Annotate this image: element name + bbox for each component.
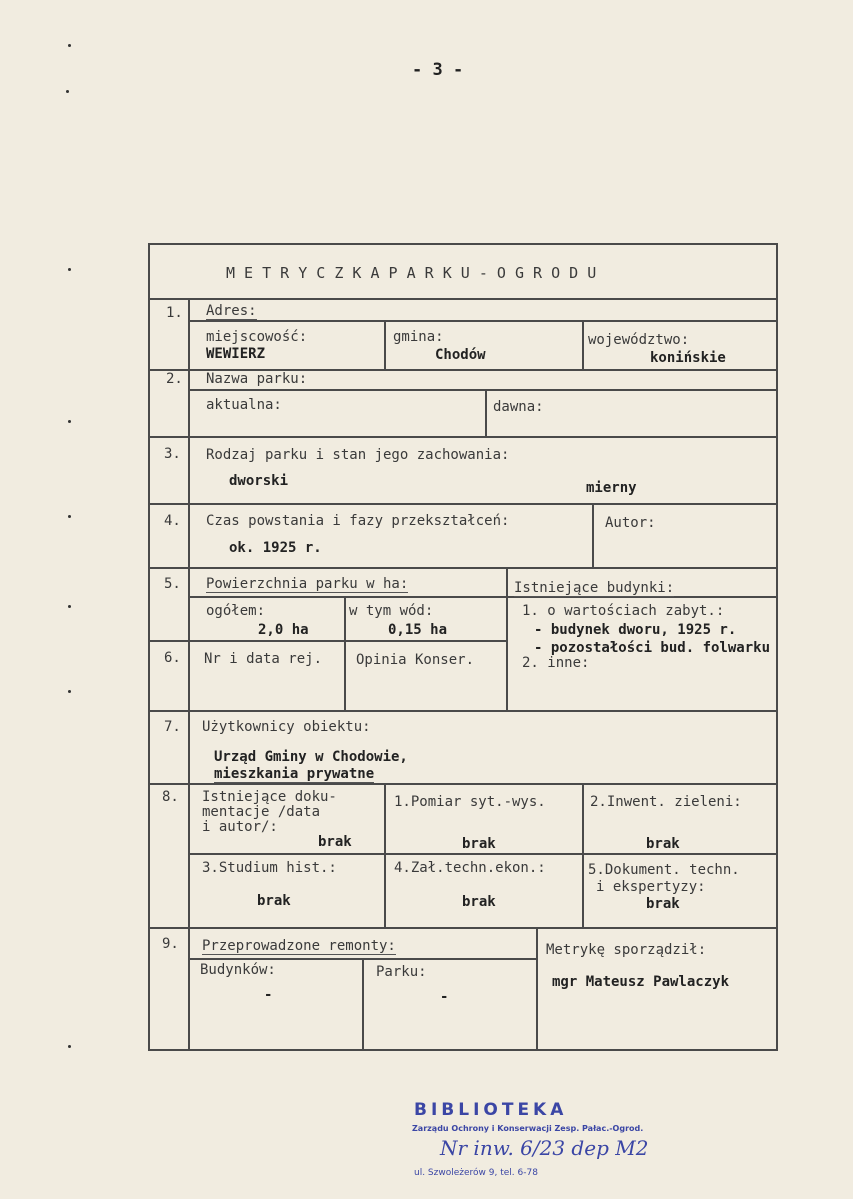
stamp-line-2: ul. Szwoleżerów 9, tel. 6-78 — [414, 1168, 538, 1178]
section-6-number: 6. — [164, 650, 181, 666]
prepared-by-label: Metrykę sporządził: — [546, 942, 707, 958]
creation-time-label: Czas powstania i fazy przekształceń: — [206, 513, 510, 529]
renovations-buildings-value: - — [264, 987, 273, 1003]
buildings-manor: - budynek dworu, 1925 r. — [534, 622, 737, 638]
docs-label-line-3: i autor/: — [202, 819, 278, 835]
voivodeship-label: województwo: — [588, 332, 690, 348]
park-condition-value: mierny — [586, 480, 637, 496]
margin-dot — [68, 44, 71, 47]
section-7-number: 7. — [164, 719, 181, 735]
commune-value: Chodów — [435, 347, 486, 363]
section-1-number: 1. — [166, 305, 183, 321]
park-name-label: Nazwa parku: — [206, 371, 308, 387]
tech-docs-label-line-1: 5.Dokument. techn. — [588, 862, 740, 878]
buildings-farm: - pozostałości bud. folwarku — [534, 640, 771, 656]
users-line-1: Urząd Gminy w Chodowie, — [214, 749, 408, 765]
renovations-buildings-label: Budynków: — [200, 962, 276, 978]
section-5-number: 5. — [164, 576, 181, 592]
park-area-label: Powierzchnia parku w ha: — [206, 576, 409, 592]
greenery-label: 2.Inwent. zieleni: — [590, 794, 742, 810]
stamp-handwritten-number: Nr inw. 6/23 dep M2 — [440, 1136, 649, 1160]
survey-value: brak — [462, 836, 496, 852]
users-label: Użytkownicy obiektu: — [202, 719, 371, 735]
stamp-line-1: Zarządu Ochrony i Konserwacji Zesp. Pałac.-Ogrod. — [412, 1124, 644, 1133]
section-9-number: 9. — [162, 936, 179, 952]
docs-label-line-2: mentacje /data — [202, 804, 321, 820]
tech-econ-value: brak — [462, 894, 496, 910]
study-value: brak — [257, 893, 291, 909]
water-area-value: 0,15 ha — [388, 622, 448, 638]
buildings-label: Istniejące budynki: — [514, 580, 675, 596]
section-3-number: 3. — [164, 446, 181, 462]
voivodeship-value: konińskie — [650, 350, 726, 366]
tech-docs-value: brak — [646, 896, 680, 912]
tech-econ-label: 4.Zał.techn.ekon.: — [394, 860, 546, 876]
park-type-value: dworski — [229, 473, 289, 489]
creation-time-value: ok. 1925 r. — [229, 540, 322, 556]
buildings-other-label: 2. inne: — [522, 655, 590, 671]
water-area-label: w tym wód: — [349, 603, 434, 619]
renovations-park-label: Parku: — [376, 964, 427, 980]
address-label: Adres: — [206, 303, 257, 319]
locality-label: miejscowość: — [206, 329, 308, 345]
buildings-historic-label: 1. o wartościach zabyt.: — [522, 603, 725, 619]
page-number: - 3 - — [412, 60, 464, 80]
margin-dot — [66, 90, 69, 93]
registration-label: Nr i data rej. — [204, 651, 323, 667]
margin-dot — [68, 605, 71, 608]
total-area-label: ogółem: — [206, 603, 266, 619]
locality-value: WEWIERZ — [206, 346, 266, 362]
margin-dot — [68, 268, 71, 271]
section-8-number: 8. — [162, 789, 179, 805]
margin-dot — [68, 420, 71, 423]
margin-dot — [68, 1045, 71, 1048]
margin-dot — [68, 515, 71, 518]
section-4-number: 4. — [164, 513, 181, 529]
form-title: M E T R Y C Z K A P A R K U - O G R O D U — [226, 264, 597, 282]
former-name-label: dawna: — [493, 399, 544, 415]
tech-docs-label-line-2: i ekspertyzy: — [596, 879, 706, 895]
users-line-2: mieszkania prywatne — [214, 766, 375, 782]
margin-dot — [68, 690, 71, 693]
park-type-label: Rodzaj parku i stan jego zachowania: — [206, 447, 510, 463]
renovations-park-value: - — [440, 989, 449, 1005]
total-area-value: 2,0 ha — [258, 622, 309, 638]
docs-value: brak — [318, 834, 352, 850]
docs-label-line-1: Istniejące doku- — [202, 789, 337, 805]
greenery-value: brak — [646, 836, 680, 852]
prepared-by-value: mgr Mateusz Pawlaczyk — [552, 974, 730, 990]
stamp-title: BIBLIOTEKA — [414, 1100, 568, 1120]
survey-label: 1.Pomiar syt.-wys. — [394, 794, 546, 810]
conservator-opinion-label: Opinia Konser. — [356, 652, 475, 668]
renovations-label: Przeprowadzone remonty: — [202, 938, 396, 954]
current-name-label: aktualna: — [206, 397, 282, 413]
author-label: Autor: — [605, 515, 656, 531]
commune-label: gmina: — [393, 329, 444, 345]
section-2-number: 2. — [166, 371, 183, 387]
study-label: 3.Studium hist.: — [202, 860, 337, 876]
